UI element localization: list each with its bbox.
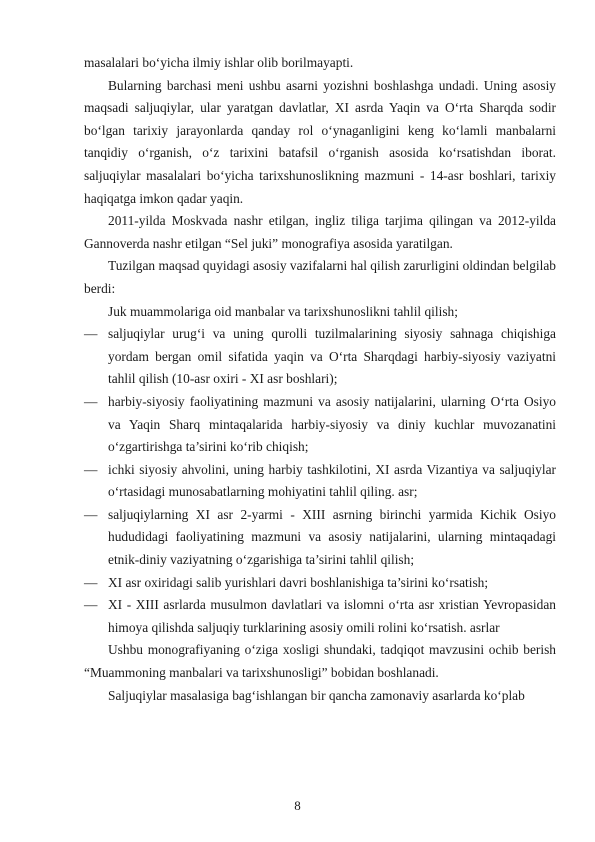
dash-marker: — xyxy=(84,597,98,613)
paragraph-0: masalalari bo‘yicha ilmiy ishlar olib borilmayapti. xyxy=(84,55,354,70)
list-item xyxy=(84,459,556,504)
list-item-text: XI - XIII asrlarda musulmon davlatlari va islomni o‘rta asr xristian Yevropasidan himoya qilishda saljuqiy turklarining asosiy omili rolini ko‘rsatish. asrlar xyxy=(108,597,556,635)
dash-marker: — xyxy=(84,461,98,477)
dash-marker: — xyxy=(84,574,98,590)
list-item-text: saljuqiylar urug‘i va uning qurolli tuzilmalarining siyosiy sahnaga chiqishiga yordam bergan omil sifatida yaqin va O‘rta Sharqdagi harbiy-siyosiy vaziyatni tahlil qilish (10-asr oxiri - XI asr boshlari); xyxy=(108,326,556,387)
dash-marker: — xyxy=(84,506,98,522)
closing-paragraph-1: Saljuqiylar masalasiga bag‘ishlangan bir qancha zamonaviy asarlarda ko‘plab xyxy=(108,687,525,703)
paragraph-3: Tuzilgan maqsad quyidagi asosiy vazifalarni hal qilish zarurligini oldindan belgilab berdi: xyxy=(84,258,556,296)
list-item-text: XI asr oxiridagi salib yurishlari davri boshlanishiga ta’sirini ko‘rsatish; xyxy=(108,574,489,590)
task-list xyxy=(84,323,556,639)
closing-paragraph-0: Ushbu monografiyaning o‘ziga xosligi shundaki, tadqiqot mavzusini ochib berish “Muammoning manbalari va tarixshunosligi” bobidan boshlanadi. xyxy=(84,642,556,681)
paragraph-2: 2011-yilda Moskvada nashr etilgan, ingliz tiliga tarjima qilingan va 2012-yilda Gannoverda nashr etilgan “Sel juki” monografiya asosida yaratilgan. xyxy=(84,213,556,251)
paragraph-1: Bularning barchasi meni ushbu asarni yozishni boshlashga undadi. Uning asosiy maqsadi saljuqiylar, ular yaratgan davlatlar, XI asrda Yaqin va O‘rta Sharqda sodir bo‘lgan tarixiy jarayonlarda qanday rol o‘ynaganligini keng ko‘lamli manbalarni tanqidiy o‘rganish, o‘z tarixini batafsil o‘rganish asosida ko‘rsatishdan iborat. saljuqiylar masalalari bo‘yicha tarixshunoslikning mazmuni - 14-asr boshlari, tarixiy haqiqatga imkon qadar yaqin. xyxy=(84,77,556,206)
page-number: 8 xyxy=(294,798,301,813)
list-item-text: saljuqiylarning XI asr 2-yarmi - XIII asrning birinchi yarmida Kichik Osiyo hududidagi faoliyatining mazmuni va asosiy natijalarini, ularning mintaqadagi etnik-diniy vaziyatning o‘zgarishiga ta’sirini tahlil qilish; xyxy=(108,506,556,568)
document-body xyxy=(84,52,556,707)
list-item xyxy=(84,594,556,639)
dash-marker: — xyxy=(84,393,98,409)
dash-marker: — xyxy=(84,326,98,342)
list-item xyxy=(84,391,556,459)
list-item xyxy=(84,572,556,595)
list-item xyxy=(84,504,556,572)
paragraph-4: Juk muammolariga oid manbalar va tarixshunoslikni tahlil qilish; xyxy=(108,303,458,319)
list-item-text: harbiy-siyosiy faoliyatining mazmuni va asosiy natijalarini, ularning O‘rta Osiyo va Yaqin Sharq mintaqalarida harbiy-siyosiy va diniy kuchlar muvozanatini o‘zgartirishga ta’sirini ko‘rib chiqish; xyxy=(108,393,556,455)
list-item-text: ichki siyosiy ahvolini, uning harbiy tashkilotini, XI asrda Vizantiya va saljuqiylar o‘rtasidagi munosabatlarning mohiyatini tahlil qiling. asr; xyxy=(108,461,556,500)
list-item xyxy=(84,323,556,391)
